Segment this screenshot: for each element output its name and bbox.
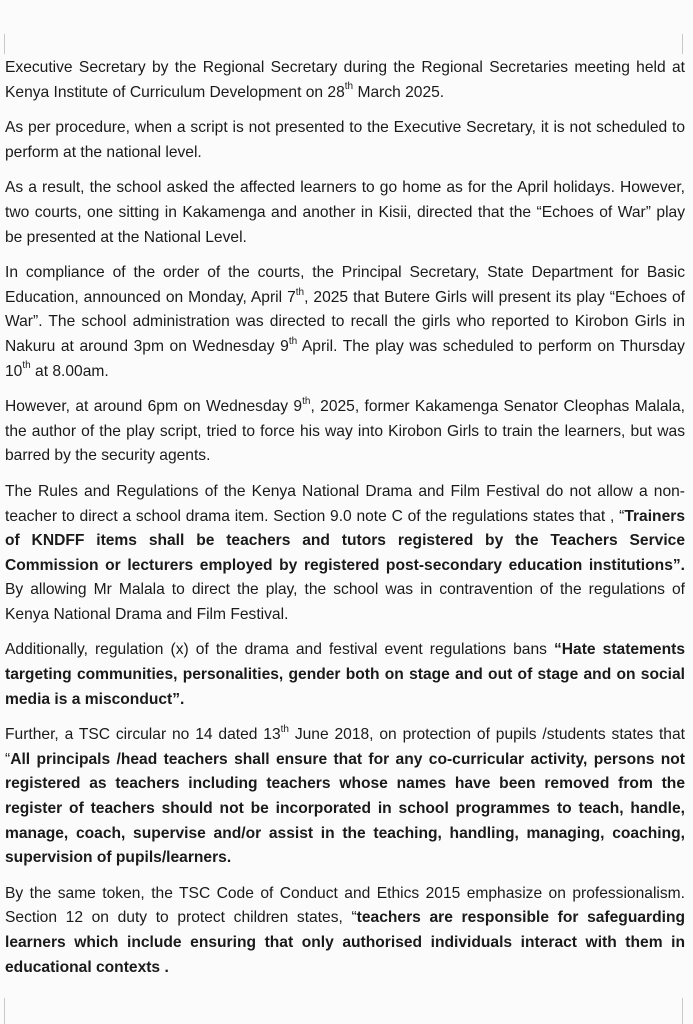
body-paragraph <box>5 261 685 384</box>
paragraph-text: The Rules and Regulations of the Kenya National Drama and Film Festival do not allow a non-teacher to direct a school drama item. Section 9.0 note C of the regulations states that , “ <box>5 482 685 525</box>
body-paragraph <box>5 480 685 628</box>
ordinal-suffix: th <box>280 724 289 736</box>
paragraph-text: at 8.00am. <box>30 362 109 380</box>
body-paragraph <box>5 723 685 871</box>
bold-quoted-text: All principals /head teachers shall ensure that for any co-curricular activity, persons not registered as teachers including teachers whose names have been removed from the register of teachers should not be incorporated in school programmes to teach, handle, manage, coach, supervise and/or assist in the teaching, handling, managing, coaching, supervision of pupils/learners. <box>5 750 685 867</box>
page-corner-mark <box>682 34 683 54</box>
ordinal-suffix: th <box>288 335 298 347</box>
ordinal-suffix: th <box>295 286 305 298</box>
body-paragraph <box>5 638 685 712</box>
ordinal-suffix: th <box>22 360 31 372</box>
paragraph-text: April. The play was scheduled to perform on Thursday 10 <box>5 337 685 380</box>
paragraph-text: March 2025. <box>353 83 445 101</box>
bold-quoted-text: Trainers of KNDFF items shall be teachers and tutors registered by the Teachers Service Commission or lecturers employed by registered post-secondary education institutions”. <box>5 507 685 574</box>
paragraph-text: Further, a TSC circular no 14 dated 13 <box>5 726 281 744</box>
paragraph-text: , 2025 that Butere Girls will present its play “Echoes of War”. The school administration was directed to recall the girls who reported to Kirobon Girls in Nakuru at around 3pm on Wednesday 9 <box>5 288 685 355</box>
paragraph-text: By the same token, the TSC Code of Conduct and Ethics 2015 emphasize on professionalism. Section 12 on duty to protect children states, “ <box>5 884 685 927</box>
bold-quoted-text: “Hate statements targeting communities, personalities, gender both on stage and out of stage and on social media is a misconduct”. <box>5 641 685 708</box>
bold-quoted-text: teachers are responsible for safeguarding learners which include ensuring that only authorised individuals interact with them in educational contexts . <box>5 909 685 976</box>
document-body <box>5 56 685 991</box>
paragraph-text: Additionally, regulation (x) of the drama and festival event regulations bans <box>5 641 554 659</box>
body-paragraph <box>5 395 685 469</box>
ordinal-suffix: th <box>344 81 354 93</box>
paragraph-text: As per procedure, when a script is not presented to the Executive Secretary, it is not scheduled to perform at the national level. <box>5 119 685 161</box>
body-paragraph <box>5 116 685 165</box>
paragraph-text: In compliance of the order of the courts, the Principal Secretary, State Department for Basic Education, announced on Monday, April 7 <box>5 264 685 306</box>
paragraph-text: June 2018, on protection of pupils /students states that “ <box>5 726 685 768</box>
ordinal-suffix: th <box>302 395 311 407</box>
paragraph-text: However, at around 6pm on Wednesday 9 <box>5 398 303 416</box>
body-paragraph <box>5 56 685 105</box>
body-paragraph <box>5 882 685 980</box>
paragraph-text: Executive Secretary by the Regional Secretary during the Regional Secretaries meeting held at Kenya Institute of Curriculum Development on 28 <box>5 59 685 101</box>
paragraph-text: , 2025, former Kakamenga Senator Cleophas Malala, the author of the play script, tried to force his way into Kirobon Girls to train the learners, but was barred by the security agents. <box>5 398 685 465</box>
paragraph-text: By allowing Mr Malala to direct the play, the school was in contravention of the regulations of Kenya National Drama and Film Festival. <box>5 581 685 623</box>
page-corner-mark <box>682 998 683 1024</box>
page-corner-mark <box>4 34 5 54</box>
body-paragraph <box>5 176 685 250</box>
paragraph-text: As a result, the school asked the affected learners to go home as for the April holidays. However, two courts, one sitting in Kakamenga and another in Kisii, directed that the “Echoes of War” play be presented at the National Level. <box>5 179 685 246</box>
page-corner-mark <box>4 998 5 1024</box>
